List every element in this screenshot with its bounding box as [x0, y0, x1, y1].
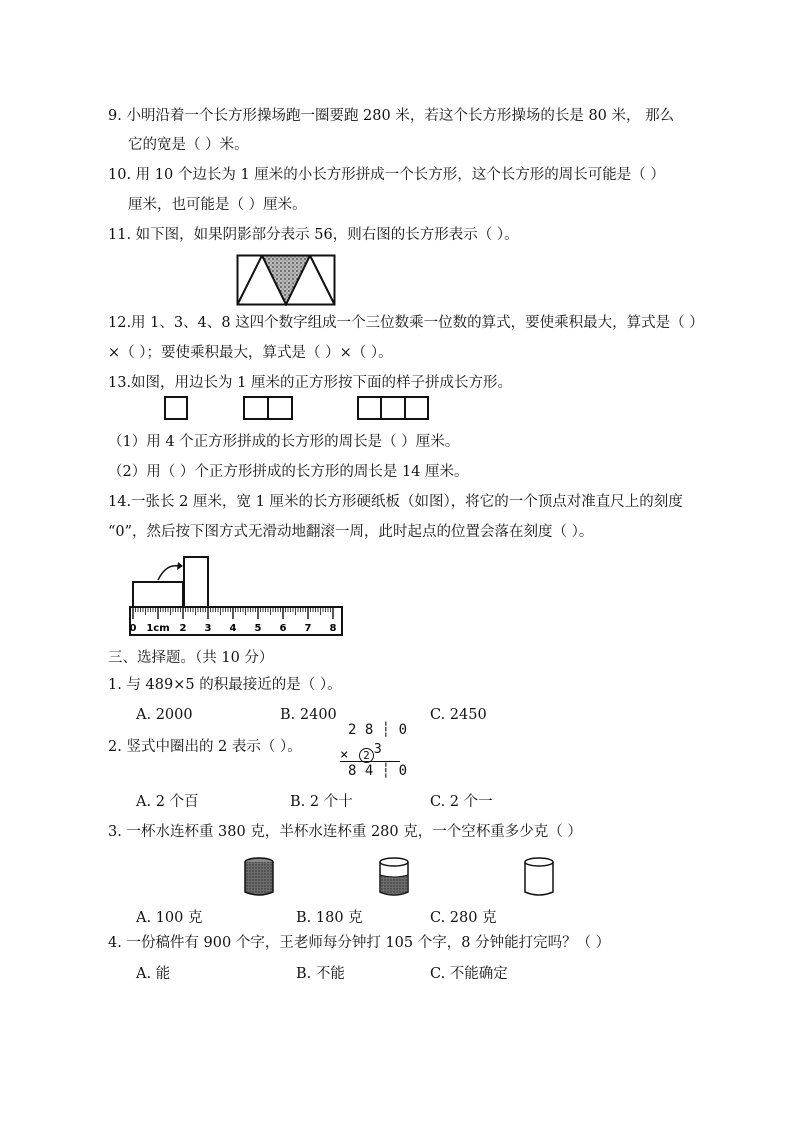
- c1-option-c: C. 2450: [430, 707, 487, 723]
- lying-cardboard: [133, 582, 183, 607]
- circled-digit: 2: [359, 748, 374, 763]
- c4-question: 4. 一份稿件有 900 个字，王老师每分钟打 105 个字，8 分钟能打完吗？（ ）: [108, 935, 611, 951]
- c3-option-b: B. 180 克: [296, 910, 363, 926]
- q14-line2: “0”，然后按下图方式无滑动地翻滚一周，此时起点的位置会落在刻度（ ）。: [108, 524, 594, 540]
- q9-line2: 它的宽是（ ）米。: [128, 137, 249, 153]
- q14-line1: 14.一张长 2 厘米，宽 1 厘米的长方形硬纸板（如图），将它的一个顶点对准直尺上的刻度: [108, 494, 683, 510]
- c3-option-c: C. 280 克: [430, 910, 497, 926]
- ruler-label: 5: [254, 623, 262, 634]
- ruler-label: 3: [204, 623, 212, 634]
- ruler-figure: [128, 552, 346, 638]
- c2-option-a: A. 2 个百: [136, 794, 199, 810]
- vertical-row2-digit: 3: [373, 742, 382, 757]
- vertical-rule: [340, 761, 400, 762]
- c4-option-c: C. 不能确定: [430, 966, 508, 982]
- q13-line1: 13.如图，用边长为 1 厘米的正方形按下面的样子拼成长方形。: [108, 375, 513, 391]
- q12-line2: ×（ ）；要使乘积最大，算式是（ ）×（ ）。: [108, 345, 393, 361]
- triangle-figure: [236, 254, 336, 306]
- vertical-multiplication: [340, 722, 410, 784]
- c1-question: 1. 与 489×5 的积最接近的是（ ）。: [108, 677, 342, 693]
- ruler-label: 2: [179, 623, 187, 634]
- c2-question: 2. 竖式中圈出的 2 表示（ ）。: [108, 739, 302, 755]
- q10-line2: 厘米，也可能是（ ）厘米。: [128, 197, 307, 213]
- vertical-row3: 8 4 ┆ 0: [348, 763, 408, 779]
- q13-sub1: （1）用 4 个正方形拼成的长方形的周长是（ ）厘米。: [108, 434, 460, 450]
- arrow-head-icon: [177, 562, 183, 570]
- empty-cup-icon: [525, 858, 553, 895]
- c3-question: 3. 一杯水连杯重 380 克，半杯水连杯重 280 克，一个空杯重多少克（ ）: [108, 824, 582, 840]
- c4-option-a: A. 能: [136, 966, 171, 982]
- ruler-label: 4: [229, 623, 237, 634]
- c2-option-c: C. 2 个一: [430, 794, 493, 810]
- ruler-label: 7: [304, 623, 312, 634]
- section3-title: 三、选择题。（共 10 分）: [108, 650, 274, 666]
- roll-arrow: [158, 566, 178, 580]
- q12-line1: 12.用 1、3、4、8 这四个数字组成一个三位数乘一位数的算式，要使乘积最大，算式是（ ）: [108, 315, 704, 331]
- c4-option-b: B. 不能: [296, 966, 345, 982]
- squares-figure: [160, 395, 440, 425]
- half-cup-icon: [380, 858, 408, 895]
- c1-option-a: A. 2000: [136, 707, 193, 723]
- vertical-row1: 2 8 ┆ 0: [348, 722, 408, 738]
- ruler-label: 1cm: [146, 623, 170, 634]
- standing-cardboard: [184, 557, 208, 607]
- ruler-label: 6: [279, 623, 287, 634]
- c3-option-a: A. 100 克: [136, 910, 203, 926]
- q10-line1: 10. 用 10 个边长为 1 厘米的小长方形拼成一个长方形，这个长方形的周长可能是（ ）: [108, 167, 665, 183]
- ruler-label: 0: [129, 623, 137, 634]
- c1-option-b: B. 2400: [280, 707, 337, 723]
- three-squares: [358, 397, 428, 419]
- times-sign: ×: [340, 747, 349, 763]
- full-cup-icon: [245, 858, 273, 895]
- q9-line1: 9. 小明沿着一个长方形操场跑一圈要跑 280 米，若这个长方形操场的长是 80 米， 那么: [108, 108, 675, 124]
- cups-figure: [240, 855, 560, 901]
- ruler-label: 8: [329, 623, 337, 634]
- one-square: [165, 397, 187, 419]
- c2-option-b: B. 2 个十: [290, 794, 353, 810]
- q13-sub2: （2）用（ ）个正方形拼成的长方形的周长是 14 厘米。: [108, 464, 469, 480]
- q11-line1: 11. 如下图，如果阴影部分表示 56，则右图的长方形表示（ ）。: [108, 227, 519, 243]
